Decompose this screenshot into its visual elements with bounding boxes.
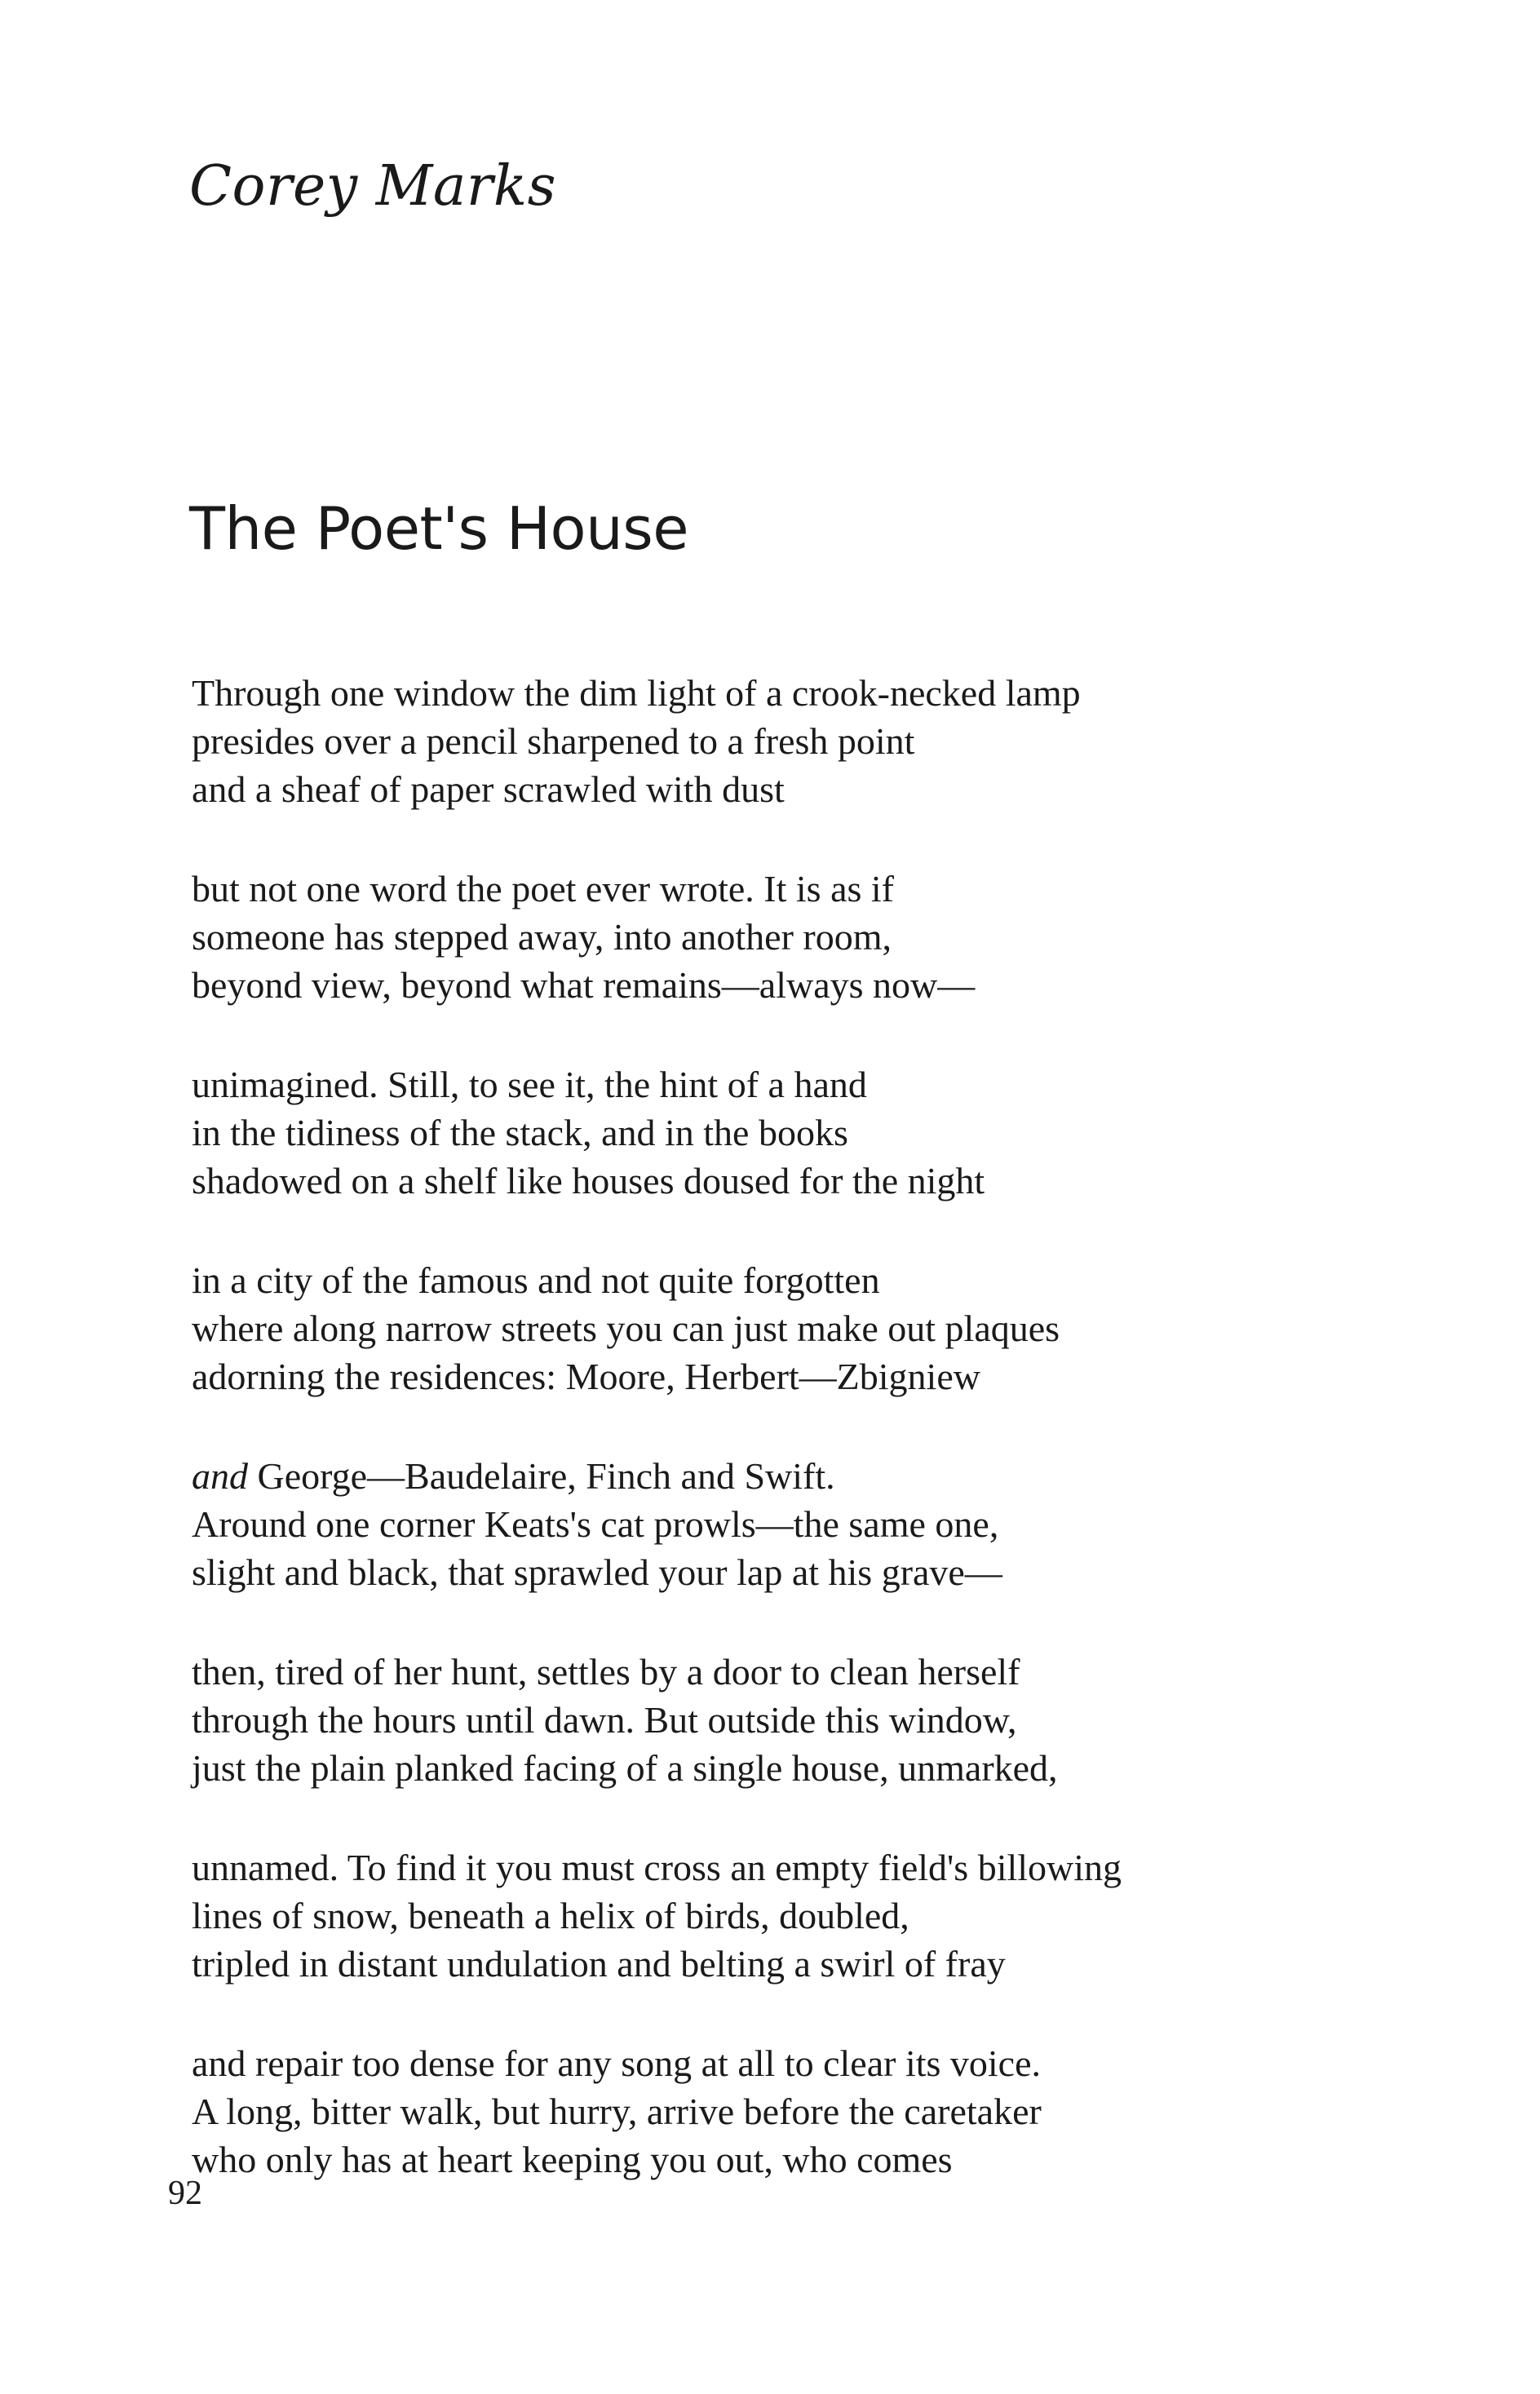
poem-line: in a city of the famous and not quite forgotten <box>192 1259 880 1301</box>
poem-line: someone has stepped away, into another room, <box>192 916 892 958</box>
stanza <box>192 669 1464 813</box>
poem-line: tripled in distant undulation and belting a swirl of fray <box>192 1943 1006 1985</box>
stanza <box>192 1648 1464 1792</box>
stanza <box>192 1452 1464 1596</box>
poem-line: unimagined. Still, to see it, the hint of a hand <box>192 1064 867 1105</box>
stanza <box>192 1060 1464 1205</box>
poem-line: shadowed on a shelf like houses doused for the night <box>192 1160 985 1201</box>
page-number: 92 <box>168 2175 202 2212</box>
stanza <box>192 1843 1464 1988</box>
stanza <box>192 1256 1464 1401</box>
poem-line: unnamed. To find it you must cross an empty field's billowing <box>192 1847 1122 1888</box>
poem-line: through the hours until dawn. But outside this window, <box>192 1699 1017 1741</box>
poem-line: slight and black, that sprawled your lap at his grave— <box>192 1551 1002 1593</box>
poem-line: Through one window the dim light of a crook-necked lamp <box>192 672 1081 714</box>
poem-line: just the plain planked facing of a single house, unmarked, <box>192 1747 1058 1789</box>
poem-line: lines of snow, beneath a helix of birds, doubled, <box>192 1895 909 1936</box>
poem-line <box>192 1452 1464 1500</box>
author-name: Corey Marks <box>189 154 557 219</box>
poem-line: but not one word the poet ever wrote. It is as if <box>192 868 894 909</box>
poem-line: then, tired of her hunt, settles by a door to clean herself <box>192 1651 1020 1693</box>
italic-word: and <box>192 1455 248 1497</box>
poem-line: and a sheaf of paper scrawled with dust <box>192 768 785 810</box>
poem-line: A long, bitter walk, but hurry, arrive before the caretaker <box>192 2091 1042 2132</box>
poem-line: who only has at heart keeping you out, who comes <box>192 2139 953 2180</box>
poem-body <box>192 669 1464 2235</box>
poem-line: presides over a pencil sharpened to a fresh point <box>192 720 915 762</box>
poem-line-rest: George—Baudelaire, Finch and Swift. <box>248 1455 835 1497</box>
poem-line: where along narrow streets you can just make out plaques <box>192 1308 1060 1349</box>
poem-title: The Poet's House <box>189 494 689 563</box>
poem-line: Around one corner Keats's cat prowls—the same one, <box>192 1503 999 1545</box>
poem-line: and repair too dense for any song at all to clear its voice. <box>192 2042 1042 2084</box>
stanza <box>192 2039 1464 2184</box>
poem-line: in the tidiness of the stack, and in the books <box>192 1112 848 1153</box>
poem-line: adorning the residences: Moore, Herbert—Zbigniew <box>192 1356 980 1397</box>
poem-line: beyond view, beyond what remains—always now— <box>192 964 976 1006</box>
stanza <box>192 865 1464 1009</box>
